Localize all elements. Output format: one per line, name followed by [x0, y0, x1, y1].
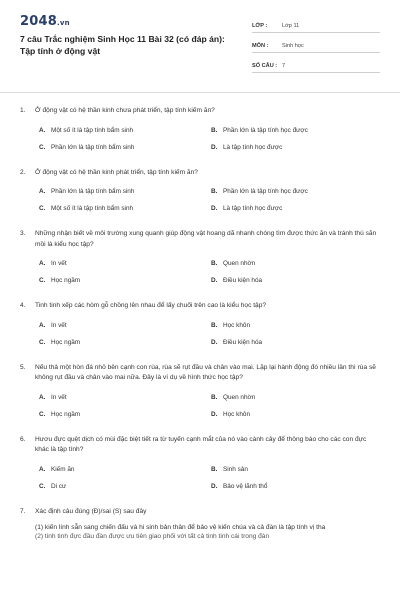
meta-key: SỐ CÂU :: [252, 63, 278, 69]
option-b[interactable]: [211, 260, 383, 267]
question-number: 3.: [20, 230, 26, 237]
option-c[interactable]: [39, 205, 211, 212]
option-letter: A.: [39, 465, 46, 473]
option-text: Học ngầm: [51, 338, 81, 346]
question-number: 5.: [20, 363, 26, 371]
option-letter: A.: [39, 321, 46, 329]
option-letter: D.: [211, 205, 218, 212]
question-text: Tinh tinh xếp các hòm gỗ chồng lên nhau để lấy chuối trên cao là kiểu học tập?: [35, 302, 267, 309]
option-letter: C.: [39, 143, 46, 151]
option-letter: A.: [39, 393, 46, 401]
question-text: Xác định câu đúng (Đ)/sai (S) sau đây: [35, 507, 147, 515]
header: [0, 0, 400, 92]
option-c[interactable]: [39, 144, 211, 151]
meta-key: LỚP :: [252, 23, 268, 29]
site-logo[interactable]: [20, 14, 70, 29]
question-text: Hươu đực quệt dịch có mùi đặc biệt tiết ra từ tuyến cạnh mắt của nó vào cành cây để thông báo cho các con đực khác là tập tính?: [35, 435, 367, 453]
option-d[interactable]: [211, 411, 383, 418]
option-text: Bảo vệ lãnh thổ: [223, 482, 268, 490]
option-letter: D.: [211, 482, 218, 490]
option-a[interactable]: [39, 466, 211, 473]
option-a[interactable]: [39, 322, 211, 329]
option-letter: D.: [211, 410, 218, 418]
question-7: [20, 507, 380, 542]
option-c[interactable]: [39, 277, 211, 284]
option-letter: C.: [39, 338, 46, 346]
statement-2-clipped: [20, 532, 380, 542]
option-a[interactable]: [39, 127, 211, 134]
option-text: Kiếm ăn: [51, 465, 75, 473]
option-letter: A.: [39, 260, 46, 267]
header-divider: [0, 92, 400, 93]
question-text: Ở động vật có hệ thần kinh chưa phát triển, tập tính kiếm ăn?: [35, 107, 215, 114]
option-b[interactable]: [211, 322, 383, 329]
option-d[interactable]: [211, 277, 383, 284]
question-number: 4.: [20, 302, 26, 309]
option-c[interactable]: [39, 339, 211, 346]
option-c[interactable]: [39, 411, 211, 418]
option-letter: D.: [211, 277, 218, 284]
question-number: 1.: [20, 107, 26, 114]
option-letter: B.: [211, 126, 218, 134]
option-text: Là tập tính học được: [223, 205, 283, 212]
option-text: Di cư: [51, 482, 67, 490]
question-5: [20, 363, 380, 418]
option-text: In vết: [51, 260, 67, 267]
meta-row-subject: [252, 34, 380, 53]
question-text: Ở động vật có hệ thần kinh phát triển, tập tính kiếm ăn?: [35, 168, 198, 176]
option-text: In vết: [51, 393, 67, 401]
meta-value: Sinh học: [282, 43, 304, 49]
option-text: Phần lớn là tập tính bẩm sinh: [51, 188, 135, 195]
meta-info: [252, 14, 380, 74]
question-text: Nếu thả một hòn đá nhỏ bên cạnh con rùa, rùa sẽ rụt đầu và chân vào mai. Lặp lại hành động đó nhiều lần thì rùa sẽ không rụt đầu và chân vào mai nữa. Đây là ví dụ về hình thức học tập?: [35, 363, 376, 381]
option-b[interactable]: [211, 466, 383, 473]
statement-2: (2) tinh tinh đực đầu đàn được ưu tiên giao phối với tất cả tinh tinh cái trong đàn: [35, 532, 270, 540]
option-text: Sinh sản: [223, 465, 248, 473]
option-d[interactable]: [211, 144, 383, 151]
option-letter: B.: [211, 465, 218, 473]
question-4: [20, 301, 380, 346]
question-2: [20, 168, 380, 213]
question-1: [20, 106, 380, 151]
option-letter: C.: [39, 410, 46, 418]
option-letter: D.: [211, 338, 218, 346]
question-3: [20, 229, 380, 284]
option-text: Học ngầm: [51, 277, 81, 284]
question-number: 2.: [20, 168, 26, 176]
option-text: Phần lớn là tập tính bẩm sinh: [51, 143, 135, 151]
question-number: 6.: [20, 435, 26, 443]
option-text: Một số ít là tập tính bẩm sinh: [51, 205, 134, 212]
option-text: Phần lớn là tập tính học được: [223, 126, 308, 134]
meta-row-count: [252, 54, 380, 73]
option-d[interactable]: [211, 339, 383, 346]
option-text: In vết: [51, 321, 67, 329]
option-letter: C.: [39, 482, 46, 490]
question-list: [20, 106, 380, 559]
logo-main: 2048: [20, 14, 57, 29]
option-d[interactable]: [211, 205, 383, 212]
option-letter: C.: [39, 277, 46, 284]
option-letter: A.: [39, 126, 46, 134]
option-text: Điều kiện hóa: [223, 277, 263, 284]
page-title: 7 câu Trắc nghiệm Sinh Học 11 Bài 32 (có đáp án): Tập tính ở động vật: [20, 34, 225, 56]
option-a[interactable]: [39, 394, 211, 401]
meta-value: 7: [282, 63, 286, 69]
option-letter: C.: [39, 205, 46, 212]
question-6: [20, 435, 380, 490]
option-letter: B.: [211, 321, 218, 329]
option-text: Một số ít là tập tính bẩm sinh: [51, 126, 134, 134]
option-letter: B.: [211, 188, 218, 195]
question-text: Những nhận biết về môi trường xung quanh giúp động vật hoang dã nhanh chóng tìm được thức ăn và tránh thú săn mồi là kiểu học tập?: [35, 230, 377, 248]
option-letter: D.: [211, 143, 218, 151]
meta-key: MÔN :: [252, 43, 269, 49]
statement-1: (1) kiến lính sẵn sang chiến đấu và hi sinh bản thân để bảo vệ kiến chúa và cả đàn là tập tính vị tha: [35, 524, 326, 531]
option-letter: B.: [211, 260, 218, 267]
option-a[interactable]: [39, 188, 211, 195]
option-text: Điều kiện hóa: [223, 338, 263, 346]
option-d[interactable]: [211, 483, 383, 490]
option-text: Học khôn: [223, 410, 250, 418]
meta-value: Lớp 11: [282, 23, 300, 29]
option-text: Quen nhờn: [223, 393, 256, 401]
option-c[interactable]: [39, 483, 211, 490]
question-number: 7.: [20, 507, 26, 515]
option-letter: B.: [211, 393, 218, 401]
option-text: Học ngầm: [51, 410, 81, 418]
option-text: Quen nhờn: [223, 260, 256, 267]
option-text: Là tập tính học được: [223, 143, 283, 151]
option-text: Phần lớn là tập tính học được: [223, 188, 308, 195]
option-b[interactable]: [211, 394, 383, 401]
option-b[interactable]: [211, 188, 383, 195]
meta-row-class: [252, 14, 380, 33]
option-text: Học khôn: [223, 321, 250, 329]
logo-tld: .vn: [56, 19, 70, 27]
option-b[interactable]: [211, 127, 383, 134]
option-letter: A.: [39, 188, 46, 195]
option-a[interactable]: [39, 260, 211, 267]
